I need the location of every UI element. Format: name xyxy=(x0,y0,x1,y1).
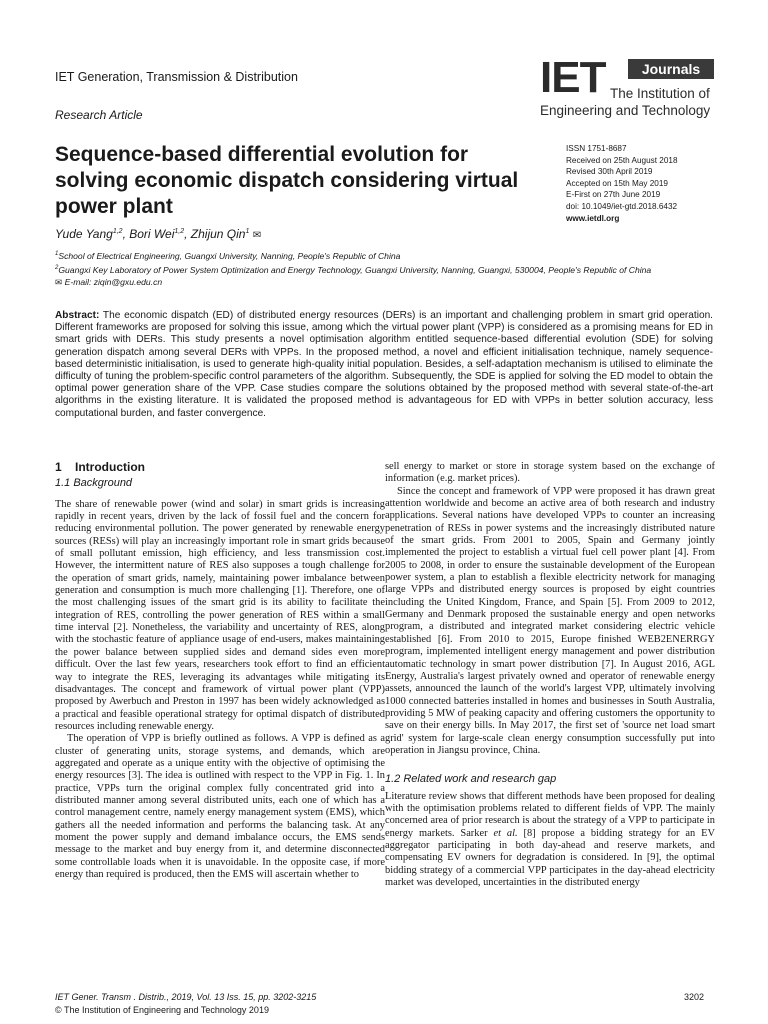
logo-journals-label: Journals xyxy=(628,59,714,79)
subsection-heading: 1.1 Background xyxy=(55,477,133,490)
issn: ISSN 1751-8687 xyxy=(566,144,627,153)
body-text-italic: et al. xyxy=(493,827,518,839)
author-affil-mark: 1,2 xyxy=(174,228,185,235)
affil-number: 1 xyxy=(55,251,59,257)
author-affil-mark: 1,2 xyxy=(112,228,123,235)
body-paragraph: Since the concept and framework of VPP were proposed it has drawn great attention worldwide and become an active area of both research and industry applications. Several nations have developed VPPs to counter an increasing penetration of RESs in power systems and the increasingly distributed nature of the smart grids. From 2001 to 2005, Spain and Germany jointly implemented the project to establish a virtual fuel cell power plant [4]. From 2005 to 2008, in order to ensure the sustainable development of the European power system, a plan to establish a flexible electricity network for managing large VPPs and distributed energy sources is proposed by eight countries including the United Kingdom, France, and Spain [5]. From 2009 to 2012, Germany and Denmark proposed the sustainable energy and open networks program, a distributed and integrated market considering electric vehicle established [6]. From 2010 to 2015, Europe finished WEB2ENERRGY program, implemented intelligent energy management and power distribution automatic technology in smart power distribution [7]. In August 2016, AGL Energy, Australia's largest privately owned and operator of renewable energy assets, announced the launch of the world's largest VPP, ultimately involving 1000 connected batteries installed in homes and businesses in South Australia, providing 5 MW of peaking capacity and offering customers the opportunity to save on their energy bills. In May 2017, the first set of 'source net load smart grid' system for large-scale clean energy consumption successfully put into operation in Jiangsu province, China. xyxy=(385,485,715,756)
paper-title: Sequence-based differential evolution for solving economic dispatch considering virtual power plant xyxy=(55,143,519,218)
envelope-icon: ✉ xyxy=(252,230,262,241)
logo-institution-line1: The Institution of xyxy=(610,86,710,101)
author-name: Bori Wei xyxy=(129,227,175,241)
subsection-heading: 1.2 Related work and research gap xyxy=(385,773,557,786)
logo-mark: IET xyxy=(540,53,606,102)
journal-name: IET Generation, Transmission & Distribution xyxy=(55,70,298,84)
revised-date: Revised 30th April 2019 xyxy=(566,167,653,177)
logo-institution-line2: Engineering and Technology xyxy=(540,103,711,118)
section-heading: 1 Introduction xyxy=(55,460,145,474)
author-name: Yude Yang xyxy=(55,227,113,241)
footer-citation: IET Gener. Transm . Distrib., 2019, Vol. 13 Iss. 15, pp. 3202-3215 xyxy=(55,992,317,1002)
author-list xyxy=(55,227,261,241)
affiliation-1: School of Electrical Engineering, Guangxi University, Nanning, People's Republic of China xyxy=(58,250,401,261)
body-paragraph: sell energy to market or store in storage system based on the exchange of information (e.g. market prices). xyxy=(385,461,715,485)
corresponding-email[interactable]: E-mail: ziqin@gxu.edu.cn xyxy=(64,276,163,287)
abstract-text: The economic dispatch (ED) of distributed energy resources (DERs) is an important and challenging problem in smart grid operation. Different frameworks are proposed for solving this issue, among which the virtual power plant (VPP) is considered as a promising means for ED in smart grids with DERs. This study presents a novel optimisation algorithm entitled sequence-based differential evolution (SDE) for solving generation dispatch among several DERs with VPPs. In the proposed method, a novel and efficient initialisation technique, namely sequence-based deterministic initialisation, is used to generate high-quality initial population. Besides, a self-adaptation mechanism is utilised to eliminate the difficulty of tuning the problem-specific control parameters of the algorithm. Subsequently, the SDE is applied for solving the ED model to obtain the optimal power generation share of the VPP. Case studies compare the solutions obtained by the proposed method with several state-of-the-art algorithms in the existing literature. It is validated the proposed method is advantageous for ED with VPPs in better solution accuracy, less computational burden, and faster convergence. xyxy=(55,310,713,419)
body-paragraph: The share of renewable power (wind and solar) in smart grids is increasing rapidly in recent years, driven by the lack of fossil fuel and the concern for reducing environmental pollution. The power generated by renewable energy sources (RESs) will play an increasingly important role in smart grids because of small pollutant emission, high efficiency, and less transmission cost. However, the intermittent nature of RES also supposes a tough challenge for the operation of smart grids, namely, maintaining power imbalance between generation and consumption is much more challenging [1]. Therefore, one of the most challenging issues of the smart grid is its ability to facilitate the integration of RES, controlling the power generation of RES within a small time interval [2]. Nonetheless, the variability and uncertainty of RES, along with the stochastic feature of appliance usage of end-users, makes maintaining the power balance between supplied sides and demand sides even more difficult. Over the last few years, researchers took effort to find an efficient way to integrate the RES, leveraging its advantages while mitigating its disadvantages. The concept and framework of virtual power plant (VPP) proposed by Awerbuch and Preston in 1997 has been widely acknowledged as a practical and feasible operational strategy for optimal dispatch of distributed resources including renewable energy. xyxy=(55,498,385,732)
body-text: Literature review shows that different methods have been proposed for dealing with the optimisation problems related to different fields of VPP. The mainly concerned area of prior research is about the strategy of a VPP to participate in energy markets. Sarker xyxy=(385,790,715,839)
envelope-icon: ✉ xyxy=(55,276,63,287)
body-column-left xyxy=(55,461,385,881)
doi: doi: 10.1049/iet-gtd.2018.6432 xyxy=(566,201,678,211)
abstract-label: Abstract: xyxy=(55,310,100,321)
author-affil-mark: 1 xyxy=(245,228,250,235)
accepted-date: Accepted on 15th May 2019 xyxy=(566,178,668,188)
body-paragraph: The operation of VPP is briefly outlined as follows. A VPP is defined as a cluster of generating units, storage systems, and demands, which are aggregated and operate as a unique entity with the objective of optimising the energy resources [3]. The idea is outlined with respect to the VPP in Fig. 1. In practice, VPPs turn the original complex fully concentrated grid into a distributed manner among several distributed units, each one of which has a control management centre, namely energy management system (EMS), which gathers all the needed information and performs the balancing task. At any moment the power supply and demand imbalance occurs, the EMS sends message to the market and buy energy from it, and determine disconnected some controllable loads when it is unavoidable. In the opposite case, if more energy than required is produced, then the EMS will ascertain whether to xyxy=(55,733,385,880)
iet-journals-logo xyxy=(540,53,716,122)
author-separator: , xyxy=(184,227,191,241)
page-number: 3202 xyxy=(684,992,705,1002)
article-type: Research Article xyxy=(55,108,143,122)
author-name: Zhijun Qin xyxy=(190,227,246,241)
body-text: [8] propose a bidding strategy for an EV aggregator participating in both day-ahead and reserve markets, and compensating EV owners for degradation is considered. In [9], the optimal bidding strategy of a commercial VPP participates in the day-ahead electricity market was developed, uncertainties in the distributed energy xyxy=(385,827,716,888)
abstract xyxy=(55,310,713,420)
received-date: Received on 25th August 2018 xyxy=(566,155,678,165)
footer-copyright: © The Institution of Engineering and Technology 2019 xyxy=(55,1005,269,1015)
affil-number: 2 xyxy=(55,264,59,271)
article-metadata xyxy=(566,143,736,224)
efirst-date: E-First on 27th June 2019 xyxy=(566,190,661,200)
affiliation-2: Guangxi Key Laboratory of Power System Optimization and Energy Technology, Guangxi University, Nanning, Guangxi, 530004, People's Republic of China xyxy=(58,264,652,275)
author-separator: , xyxy=(122,227,130,241)
body-column-right xyxy=(385,461,715,889)
site-link[interactable]: www.ietdl.org xyxy=(566,213,620,223)
body-paragraph xyxy=(385,791,715,890)
affiliations xyxy=(55,248,715,288)
